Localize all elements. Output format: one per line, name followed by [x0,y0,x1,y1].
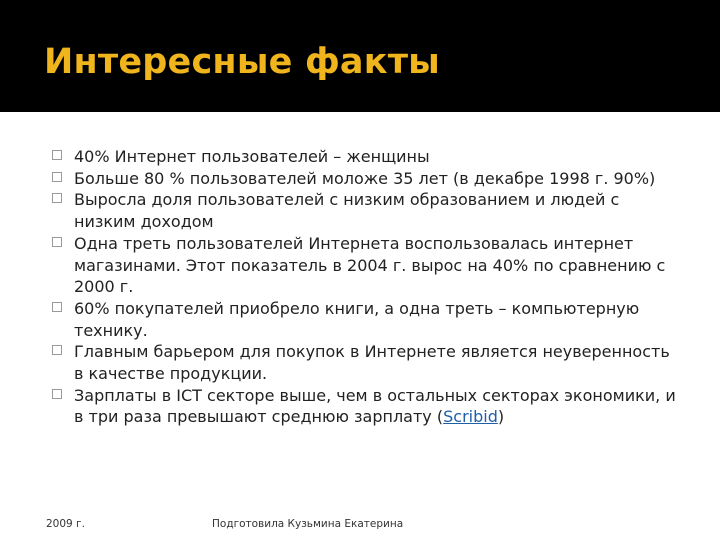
bullet-item [52,168,682,190]
footer-date: 2009 г. [46,518,85,530]
bullet-item [52,233,682,298]
bullet-box-icon [52,150,62,160]
bullet-item [52,298,682,341]
bullet-text: Главным барьером для покупок в Интернете является неуверенность в качестве продукции. [74,342,670,384]
bullet-box-icon [52,193,62,203]
footer-author: Подготовила Кузьмина Екатерина [212,518,404,530]
bullet-text: Больше 80 % пользователей моложе 35 лет (в декабре 1998 г. 90%) [74,168,656,188]
bullet-text: 60% покупателей приобрело книги, а одна треть – компьютерную технику. [74,298,640,340]
bullet-box-icon [52,345,62,355]
bullet-item [52,146,682,168]
slide-title: Интересные факты [44,42,441,82]
scribid-link[interactable]: Scribid [443,407,498,427]
bullet-text: Одна треть пользователей Интернета воспользовалась интернет магазинами. Этот показатель в 2004 г. вырос на 40% по сравнению с 2000 г. [74,233,666,297]
bullet-list [52,146,682,428]
bullet-box-icon [52,389,62,399]
bullet-box-icon [52,237,62,247]
bullet-text: Выросла доля пользователей с низким образованием и людей с низким доходом [74,190,620,232]
bullet-box-icon [52,172,62,182]
bullet-text-end: ) [497,407,505,427]
title-bar [0,0,720,112]
bullet-text: Зарплаты в ICT секторе выше, чем в остальных секторах экономики, и в три раза превышают среднюю зарплату ( [74,385,676,427]
bullet-item [52,341,682,384]
bullet-text: 40% Интернет пользователей – женщины [74,147,430,166]
bullet-item [52,385,682,428]
bullet-box-icon [52,302,62,312]
bullet-item [52,189,682,232]
